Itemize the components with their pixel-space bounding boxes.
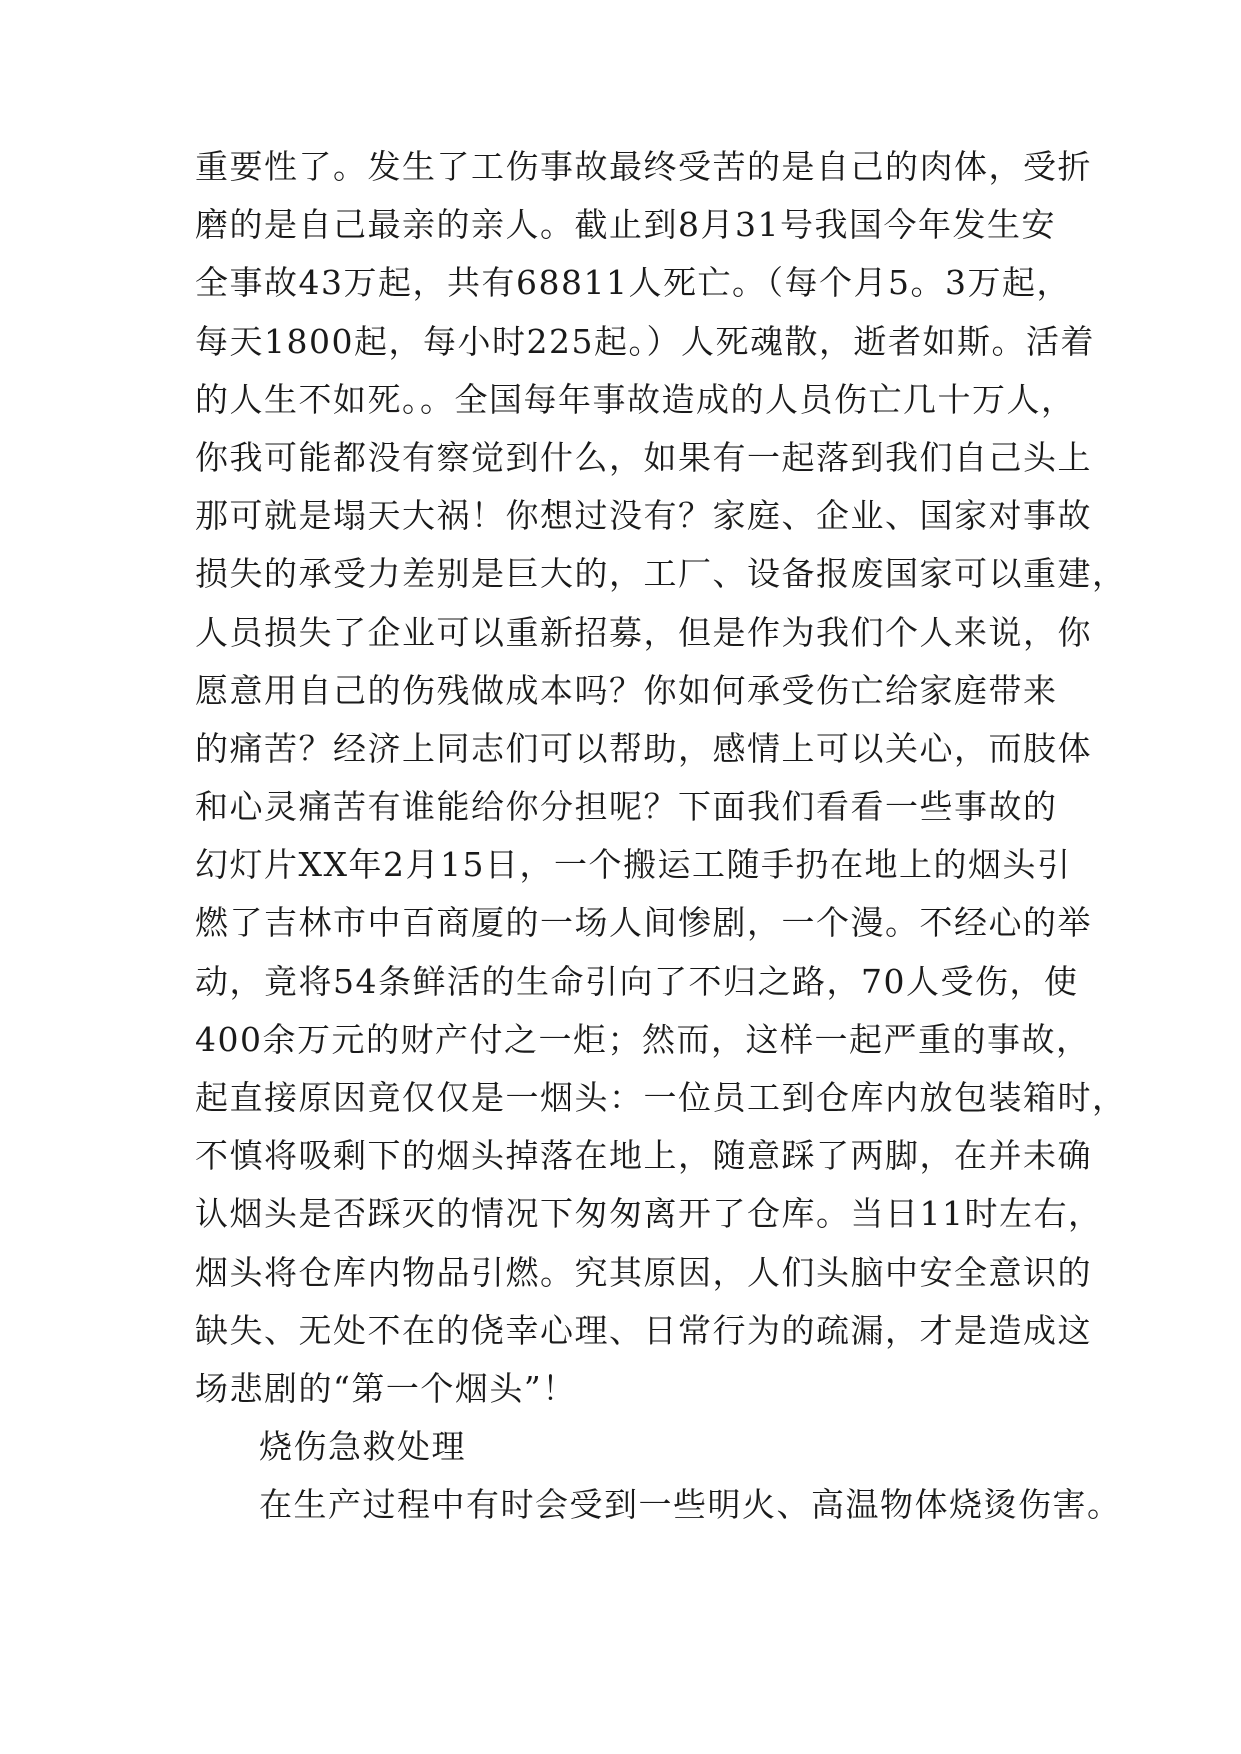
body-line: 全事故43万起，共有68811人死亡。（每个月5。3万起， — [195, 263, 1071, 303]
body-line: 的痛苦？经济上同志们可以帮助，感情上可以关心，而肢体 — [195, 728, 1092, 768]
body-line: 认烟头是否踩灭的情况下匆匆离开了仓库。当日11时左右， — [195, 1194, 1103, 1234]
body-line: 磨的是自己最亲的亲人。截止到8月31号我国今年发生安 — [195, 205, 1056, 245]
paragraph-line: 在生产过程中有时会受到一些明火、高温物体烧烫伤害。 — [259, 1485, 1122, 1525]
body-line: 每天1800起，每小时225起。）人死魂散，逝者如斯。活着 — [195, 321, 1095, 361]
body-line: 400余万元的财产付之一炬；然而，这样一起严重的事故， — [195, 1019, 1091, 1059]
section-heading: 烧伤急救处理 — [259, 1427, 466, 1467]
body-line: 幻灯片XX年2月15日，一个搬运工随手扔在地上的烟头引 — [195, 845, 1072, 885]
body-line: 那可就是塌天大祸！你想过没有？家庭、企业、国家对事故 — [195, 496, 1092, 536]
body-line: 不慎将吸剩下的烟头掉落在地上，随意踩了两脚，在并未确 — [195, 1136, 1092, 1176]
body-line: 动，竟将54条鲜活的生命引向了不归之路，70人受伤，使 — [195, 961, 1079, 1001]
body-line: 燃了吉林市中百商厦的一场人间惨剧，一个漫。不经心的举 — [195, 903, 1092, 943]
body-line: 起直接原因竟仅仅是一烟头：一位员工到仓库内放包装箱时， — [195, 1078, 1127, 1117]
body-line: 重要性了。发生了工伤事故最终受苦的是自己的肉体，受折 — [195, 147, 1092, 186]
body-line: 缺失、无处不在的侥幸心理、日常行为的疏漏，才是造成这 — [195, 1310, 1092, 1350]
body-line: 你我可能都没有察觉到什么，如果有一起落到我们自己头上 — [195, 437, 1092, 477]
body-line: 损失的承受力差别是巨大的，工厂、设备报废国家可以重建， — [195, 554, 1127, 594]
body-line: 场悲剧的“第一个烟头”！ — [195, 1368, 577, 1408]
document-body — [195, 138, 1127, 1535]
body-line: 和心灵痛苦有谁能给你分担呢？下面我们看看一些事故的 — [195, 787, 1058, 827]
body-line: 愿意用自己的伤残做成本吗？你如何承受伤亡给家庭带来 — [195, 670, 1058, 710]
body-line: 人员损失了企业可以重新招募，但是作为我们个人来说，你 — [195, 612, 1092, 652]
body-line: 烟头将仓库内物品引燃。究其原因，人们头脑中安全意识的 — [195, 1252, 1092, 1292]
body-line: 的人生不如死。。全国每年事故造成的人员伤亡几十万人， — [195, 379, 1076, 419]
